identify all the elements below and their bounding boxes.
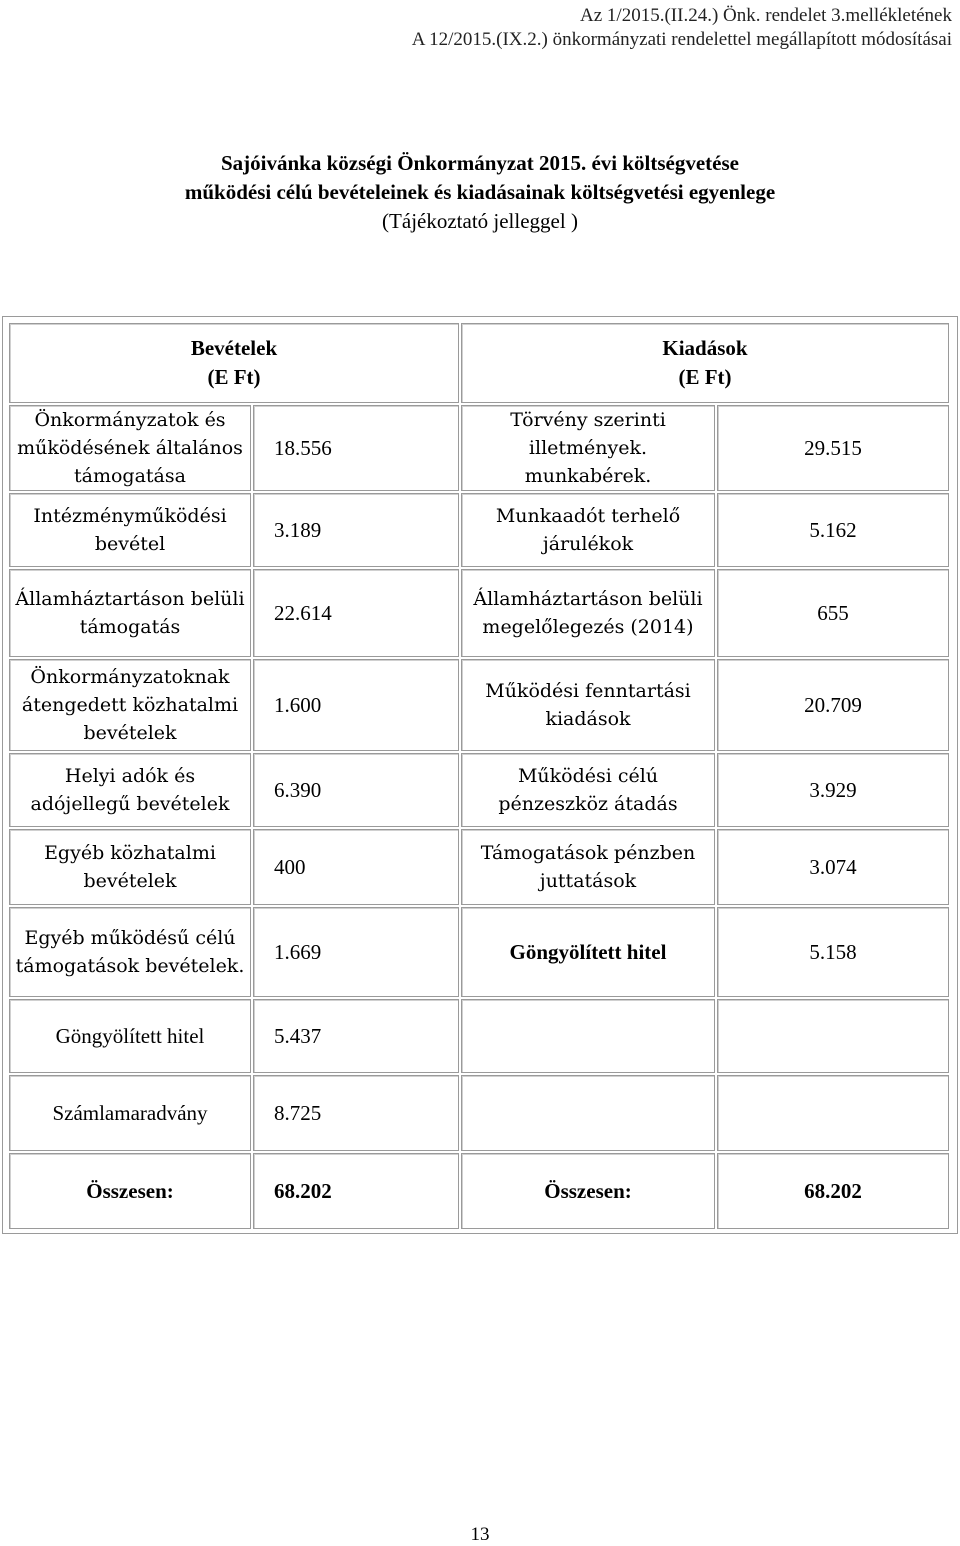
table-row-expense-value: 5.162 xyxy=(717,493,949,567)
total-expense-label: Összesen: xyxy=(461,1153,715,1229)
total-revenue-value: 68.202 xyxy=(253,1153,459,1229)
table-row-expense-label: Göngyölített hitel xyxy=(461,907,715,997)
budget-table xyxy=(2,316,958,1234)
table-row-expense-value: 29.515 xyxy=(717,405,949,491)
total-expense-value: 68.202 xyxy=(717,1153,949,1229)
table-row-expense-label: Munkaadót terhelő járulékok xyxy=(461,493,715,567)
revenue-header: Bevételek (E Ft) xyxy=(9,323,459,403)
table-row-expense-label: Működési célú pénzeszköz átadás xyxy=(461,753,715,827)
table-row-expense-value: 20.709 xyxy=(717,659,949,751)
header-note-line1: Az 1/2015.(II.24.) Önk. rendelet 3.mellékletének xyxy=(580,5,952,26)
table-row-revenue-label: Önkormányzatok és működésének általános támogatása xyxy=(9,405,251,491)
table-row-revenue-label: Államháztartáson belüli támogatás xyxy=(9,569,251,657)
document-title xyxy=(0,149,960,236)
table-row-revenue-label: Önkormányzatoknak átengedett közhatalmi bevételek xyxy=(9,659,251,751)
table-row-expense-value xyxy=(717,999,949,1073)
table-row-expense-label: Működési fenntartási kiadások xyxy=(461,659,715,751)
table-row-expense-label: Törvény szerinti illetmények. munkabérek. xyxy=(461,405,715,491)
table-row-revenue-value: 6.390 xyxy=(253,753,459,827)
table-row-revenue-value: 8.725 xyxy=(253,1075,459,1151)
page-number: 13 xyxy=(470,1524,490,1545)
expense-header: Kiadások (E Ft) xyxy=(461,323,949,403)
table-row-expense-value: 5.158 xyxy=(717,907,949,997)
header-note xyxy=(412,4,952,52)
table-row-expense-label xyxy=(461,999,715,1073)
table-row-expense-value xyxy=(717,1075,949,1151)
table-row-revenue-value: 1.600 xyxy=(253,659,459,751)
table-row-revenue-label: Számlamaradvány xyxy=(9,1075,251,1151)
table-row-revenue-label: Helyi adók és adójellegű bevételek xyxy=(9,753,251,827)
table-row-expense-value: 3.074 xyxy=(717,829,949,905)
table-row-revenue-label: Göngyölített hitel xyxy=(9,999,251,1073)
table-row-revenue-value: 400 xyxy=(253,829,459,905)
table-row-expense-label: Államháztartáson belüli megelőlegezés (2014) xyxy=(461,569,715,657)
title-line2: működési célú bevételeinek és kiadásainak költségvetési egyenlege xyxy=(184,180,776,204)
title-line3: (Tájékoztató jelleggel ) xyxy=(382,209,578,233)
table-row-revenue-value: 3.189 xyxy=(253,493,459,567)
title-line1: Sajóivánka községi Önkormányzat 2015. évi költségvetése xyxy=(221,151,739,175)
table-row-expense-label xyxy=(461,1075,715,1151)
table-row-expense-value: 3.929 xyxy=(717,753,949,827)
table-row-revenue-label: Egyéb működésű célú támogatások bevételek. xyxy=(9,907,251,997)
total-revenue-label: Összesen: xyxy=(9,1153,251,1229)
table-row-revenue-value: 1.669 xyxy=(253,907,459,997)
table-row-revenue-label: Intézményműködési bevétel xyxy=(9,493,251,567)
table-row-expense-label: Támogatások pénzben juttatások xyxy=(461,829,715,905)
table-row-expense-value: 655 xyxy=(717,569,949,657)
table-row-revenue-value: 22.614 xyxy=(253,569,459,657)
table-row-revenue-value: 5.437 xyxy=(253,999,459,1073)
table-row-revenue-value: 18.556 xyxy=(253,405,459,491)
table-row-revenue-label: Egyéb közhatalmi bevételek xyxy=(9,829,251,905)
header-note-line2: A 12/2015.(IX.2.) önkormányzati rendelettel megállapított módosításai xyxy=(411,29,952,50)
